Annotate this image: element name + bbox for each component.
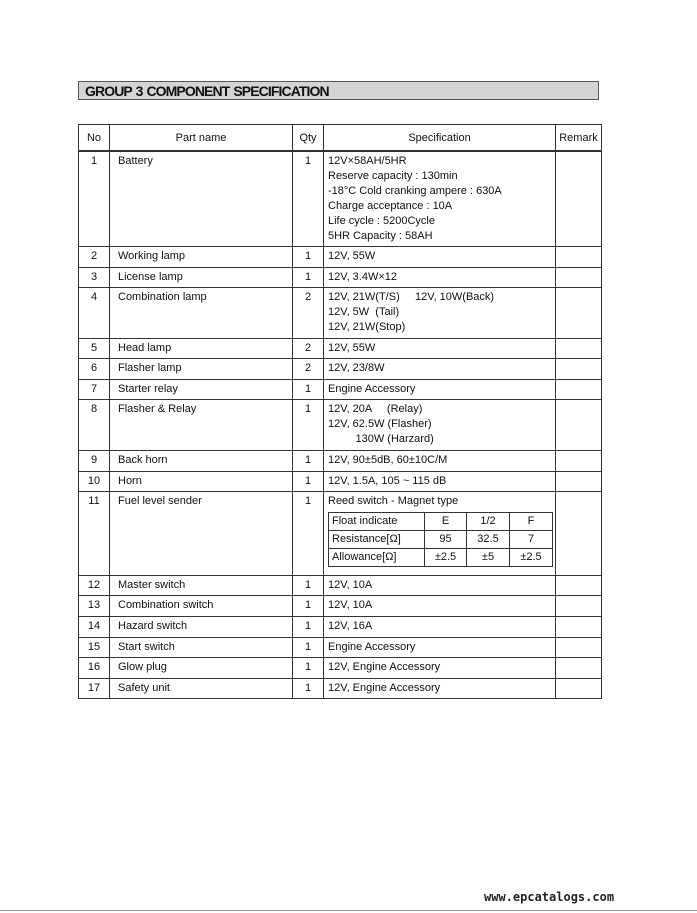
part-name: Safety unit <box>110 679 293 699</box>
table-row <box>79 638 602 658</box>
remark <box>556 268 602 288</box>
spec-line: 12V, 23/8W <box>328 362 385 374</box>
remark <box>556 576 602 596</box>
spec-line: Engine Accessory <box>328 383 416 395</box>
row-number: 7 <box>79 380 110 400</box>
inner-cell: 1/2 <box>467 513 510 531</box>
spec-line: 12V, 3.4W×12 <box>328 271 398 283</box>
row-number: 14 <box>79 617 110 638</box>
row-number: 6 <box>79 359 110 380</box>
component-spec-table <box>78 124 602 699</box>
table-row <box>79 596 602 617</box>
spec-line: 12V, 21W(T/S) 12V, 10W(Back) <box>328 291 495 303</box>
inner-table-row <box>329 549 553 567</box>
remark <box>556 400 602 451</box>
quantity: 1 <box>293 658 324 679</box>
spec-line: 130W (Harzard) <box>328 433 434 445</box>
remark <box>556 380 602 400</box>
row-number: 17 <box>79 679 110 699</box>
quantity: 1 <box>293 268 324 288</box>
specification <box>324 339 556 359</box>
remark <box>556 617 602 638</box>
table-body <box>79 151 602 699</box>
header-qty: Qty <box>293 125 324 152</box>
quantity: 1 <box>293 400 324 451</box>
row-number: 3 <box>79 268 110 288</box>
table-row <box>79 617 602 638</box>
remark <box>556 451 602 472</box>
specification <box>324 679 556 699</box>
table-row <box>79 492 602 576</box>
part-name: Working lamp <box>110 247 293 268</box>
part-name: Combination switch <box>110 596 293 617</box>
spec-line: 12V, 5W (Tail) <box>328 306 400 318</box>
inner-cell: ±2.5 <box>510 549 553 567</box>
inner-table-row <box>329 513 553 531</box>
spec-line: 12V, 90±5dB, 60±10C/M <box>328 454 448 466</box>
spec-line: 12V, 20A (Relay) <box>328 403 423 415</box>
remark <box>556 638 602 658</box>
remark <box>556 288 602 339</box>
specification <box>324 288 556 339</box>
spec-line: Life cycle : 5200Cycle <box>328 215 435 227</box>
spec-line: 12V, 55W <box>328 342 376 354</box>
part-name: Horn <box>110 472 293 492</box>
spec-line: Engine Accessory <box>328 641 416 653</box>
table-row <box>79 268 602 288</box>
spec-line: Reed switch - Magnet type <box>328 495 459 507</box>
part-name: Start switch <box>110 638 293 658</box>
row-number: 9 <box>79 451 110 472</box>
spec-line: Charge acceptance : 10A <box>328 200 453 212</box>
header-specification: Specification <box>324 125 556 152</box>
row-number: 16 <box>79 658 110 679</box>
header-part-name: Part name <box>110 125 293 152</box>
inner-cell: 32.5 <box>467 531 510 549</box>
specification <box>324 472 556 492</box>
quantity: 2 <box>293 359 324 380</box>
inner-row-label: Allowance[Ω] <box>329 549 425 567</box>
part-name: Back horn <box>110 451 293 472</box>
spec-line: 12V, 21W(Stop) <box>328 321 406 333</box>
table-row <box>79 339 602 359</box>
inner-cell: ±5 <box>467 549 510 567</box>
part-name: Starter relay <box>110 380 293 400</box>
inner-row-label: Float indicate <box>329 513 425 531</box>
inner-cell: F <box>510 513 553 531</box>
part-name: License lamp <box>110 268 293 288</box>
quantity: 1 <box>293 576 324 596</box>
quantity: 1 <box>293 679 324 699</box>
inner-cell: 7 <box>510 531 553 549</box>
table-row <box>79 400 602 451</box>
inner-table-row <box>329 531 553 549</box>
spec-line: 12V, Engine Accessory <box>328 682 441 694</box>
quantity: 1 <box>293 638 324 658</box>
quantity: 1 <box>293 617 324 638</box>
inner-row-label: Resistance[Ω] <box>329 531 425 549</box>
table-row <box>79 451 602 472</box>
part-name: Flasher lamp <box>110 359 293 380</box>
remark <box>556 679 602 699</box>
spec-line: 12V, 1.5A, 105 ~ 115 dB <box>328 475 447 487</box>
row-number: 4 <box>79 288 110 339</box>
remark <box>556 472 602 492</box>
spec-line: 12V, Engine Accessory <box>328 661 441 673</box>
quantity: 1 <box>293 380 324 400</box>
quantity: 1 <box>293 596 324 617</box>
spec-line: 12V×58AH/5HR <box>328 155 407 167</box>
remark <box>556 596 602 617</box>
row-number: 11 <box>79 492 110 576</box>
table-row <box>79 658 602 679</box>
part-name: Battery <box>110 151 293 247</box>
row-number: 1 <box>79 151 110 247</box>
spec-line: -18°C Cold cranking ampere : 630A <box>328 185 502 197</box>
row-number: 12 <box>79 576 110 596</box>
quantity: 1 <box>293 492 324 576</box>
spec-line: 5HR Capacity : 58AH <box>328 230 433 242</box>
spec-line: 12V, 16A <box>328 620 373 632</box>
section-title: GROUP 3 COMPONENT SPECIFICATION <box>78 81 599 100</box>
part-name: Hazard switch <box>110 617 293 638</box>
row-number: 15 <box>79 638 110 658</box>
quantity: 1 <box>293 451 324 472</box>
part-name: Master switch <box>110 576 293 596</box>
table-row <box>79 247 602 268</box>
table-row <box>79 576 602 596</box>
remark <box>556 492 602 576</box>
specification <box>324 268 556 288</box>
quantity: 1 <box>293 151 324 247</box>
fuel-sender-table <box>328 512 553 567</box>
table-row <box>79 359 602 380</box>
inner-cell: ±2.5 <box>425 549 467 567</box>
watermark: www.epcatalogs.com <box>484 890 615 904</box>
part-name: Glow plug <box>110 658 293 679</box>
quantity: 2 <box>293 339 324 359</box>
page-bottom-divider <box>0 910 697 911</box>
quantity: 1 <box>293 247 324 268</box>
specification <box>324 596 556 617</box>
remark <box>556 359 602 380</box>
specification <box>324 151 556 247</box>
table-header-row <box>79 125 602 152</box>
row-number: 2 <box>79 247 110 268</box>
table-row <box>79 472 602 492</box>
spec-line: 12V, 55W <box>328 250 376 262</box>
table-row <box>79 679 602 699</box>
row-number: 13 <box>79 596 110 617</box>
specification <box>324 380 556 400</box>
header-remark: Remark <box>556 125 602 152</box>
specification <box>324 359 556 380</box>
part-name: Flasher & Relay <box>110 400 293 451</box>
specification <box>324 576 556 596</box>
table-row <box>79 380 602 400</box>
specification <box>324 400 556 451</box>
inner-cell: 95 <box>425 531 467 549</box>
remark <box>556 247 602 268</box>
part-name: Head lamp <box>110 339 293 359</box>
remark <box>556 658 602 679</box>
spec-line: Reserve capacity : 130min <box>328 170 458 182</box>
remark <box>556 151 602 247</box>
specification <box>324 617 556 638</box>
spec-line: 12V, 10A <box>328 599 373 611</box>
header-no: No <box>79 125 110 152</box>
row-number: 10 <box>79 472 110 492</box>
remark <box>556 339 602 359</box>
inner-cell: E <box>425 513 467 531</box>
specification <box>324 492 556 576</box>
spec-line: 12V, 10A <box>328 579 373 591</box>
specification <box>324 451 556 472</box>
part-name: Fuel level sender <box>110 492 293 576</box>
quantity: 2 <box>293 288 324 339</box>
row-number: 8 <box>79 400 110 451</box>
specification <box>324 638 556 658</box>
table-row <box>79 151 602 247</box>
spec-line: 12V, 62.5W (Flasher) <box>328 418 432 430</box>
table-row <box>79 288 602 339</box>
part-name: Combination lamp <box>110 288 293 339</box>
quantity: 1 <box>293 472 324 492</box>
specification <box>324 658 556 679</box>
specification <box>324 247 556 268</box>
row-number: 5 <box>79 339 110 359</box>
